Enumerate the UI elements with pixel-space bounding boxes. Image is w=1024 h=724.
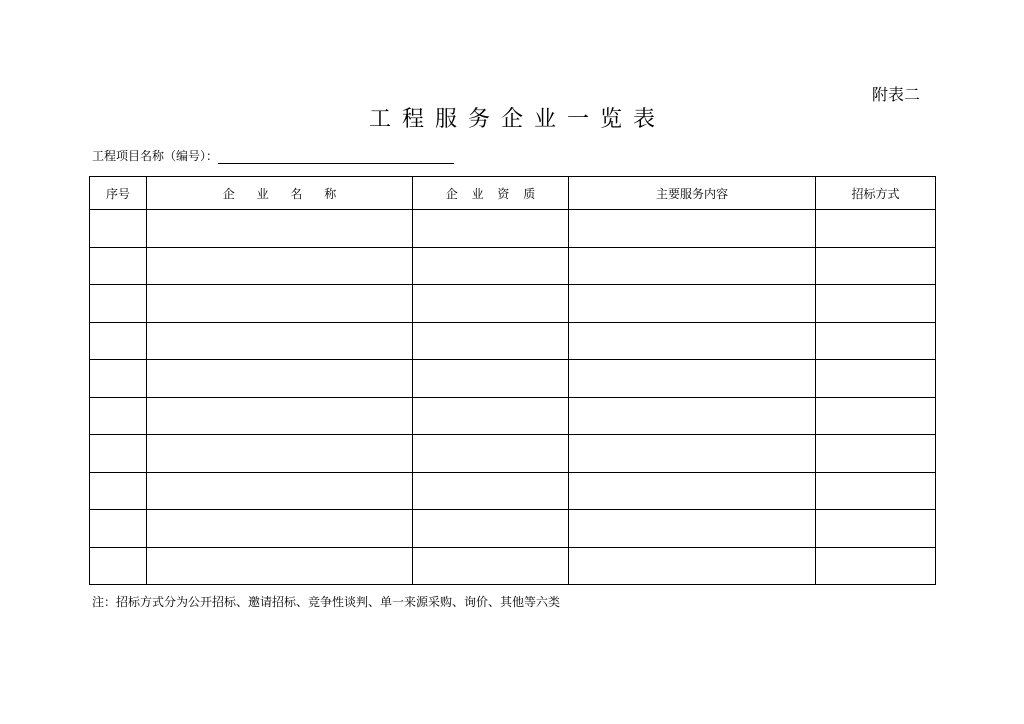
table-cell — [90, 210, 147, 248]
table-cell — [816, 322, 936, 360]
column-header-service-content: 主要服务内容 — [569, 177, 816, 210]
project-name-label: 工程项目名称（编号）： — [92, 149, 219, 163]
table-cell — [816, 397, 936, 435]
table-row — [90, 322, 936, 360]
appendix-label: 附表二 — [872, 85, 921, 104]
table-cell — [569, 247, 816, 285]
table-cell — [413, 247, 569, 285]
table-cell — [413, 510, 569, 548]
table-row — [90, 360, 936, 398]
table-cell — [413, 285, 569, 323]
table-cell — [816, 547, 936, 585]
table-cell — [147, 472, 413, 510]
project-name-field[interactable] — [218, 149, 454, 164]
table-cell — [147, 397, 413, 435]
table-cell — [569, 285, 816, 323]
table-cell — [413, 210, 569, 248]
table-cell — [90, 285, 147, 323]
table-cell — [147, 360, 413, 398]
table-cell — [569, 547, 816, 585]
table-cell — [569, 472, 816, 510]
footnote: 注：招标方式分为公开招标、邀请招标、竞争性谈判、单一来源采购、询价、其他等六类 — [92, 595, 561, 609]
table-cell — [90, 397, 147, 435]
table-cell — [147, 285, 413, 323]
table-cell — [90, 322, 147, 360]
table-cell — [413, 397, 569, 435]
table-cell — [569, 210, 816, 248]
table-row — [90, 247, 936, 285]
table-cell — [147, 210, 413, 248]
table-cell — [90, 360, 147, 398]
table-row — [90, 285, 936, 323]
table-cell — [569, 510, 816, 548]
table-cell — [569, 397, 816, 435]
table-cell — [569, 322, 816, 360]
table-cell — [816, 360, 936, 398]
table-cell — [147, 547, 413, 585]
table-cell — [90, 435, 147, 473]
document-title: 工程服务企业一览表 — [368, 107, 666, 132]
table-cell — [816, 435, 936, 473]
table-row — [90, 510, 936, 548]
table-cell — [569, 360, 816, 398]
table-cell — [90, 510, 147, 548]
table-cell — [147, 510, 413, 548]
table-row — [90, 472, 936, 510]
table-cell — [413, 472, 569, 510]
table-cell — [816, 285, 936, 323]
table-header-row — [90, 177, 936, 210]
table-cell — [816, 210, 936, 248]
column-header-bidding-method: 招标方式 — [816, 177, 936, 210]
column-header-index: 序号 — [90, 177, 147, 210]
table-cell — [569, 435, 816, 473]
table-cell — [413, 360, 569, 398]
table-row — [90, 397, 936, 435]
table-cell — [816, 472, 936, 510]
column-header-company-name: 企 业 名 称 — [147, 177, 413, 210]
table-cell — [413, 322, 569, 360]
table-row — [90, 210, 936, 248]
column-header-qualification: 企 业 资 质 — [413, 177, 569, 210]
table-cell — [147, 435, 413, 473]
table-cell — [90, 472, 147, 510]
service-company-table — [89, 176, 936, 585]
table-row — [90, 435, 936, 473]
table-cell — [413, 547, 569, 585]
table-cell — [147, 247, 413, 285]
table-cell — [147, 322, 413, 360]
table-cell — [90, 247, 147, 285]
table-cell — [413, 435, 569, 473]
table-cell — [816, 510, 936, 548]
table-cell — [816, 247, 936, 285]
table-row — [90, 547, 936, 585]
project-name-line — [92, 148, 454, 164]
table-cell — [90, 547, 147, 585]
